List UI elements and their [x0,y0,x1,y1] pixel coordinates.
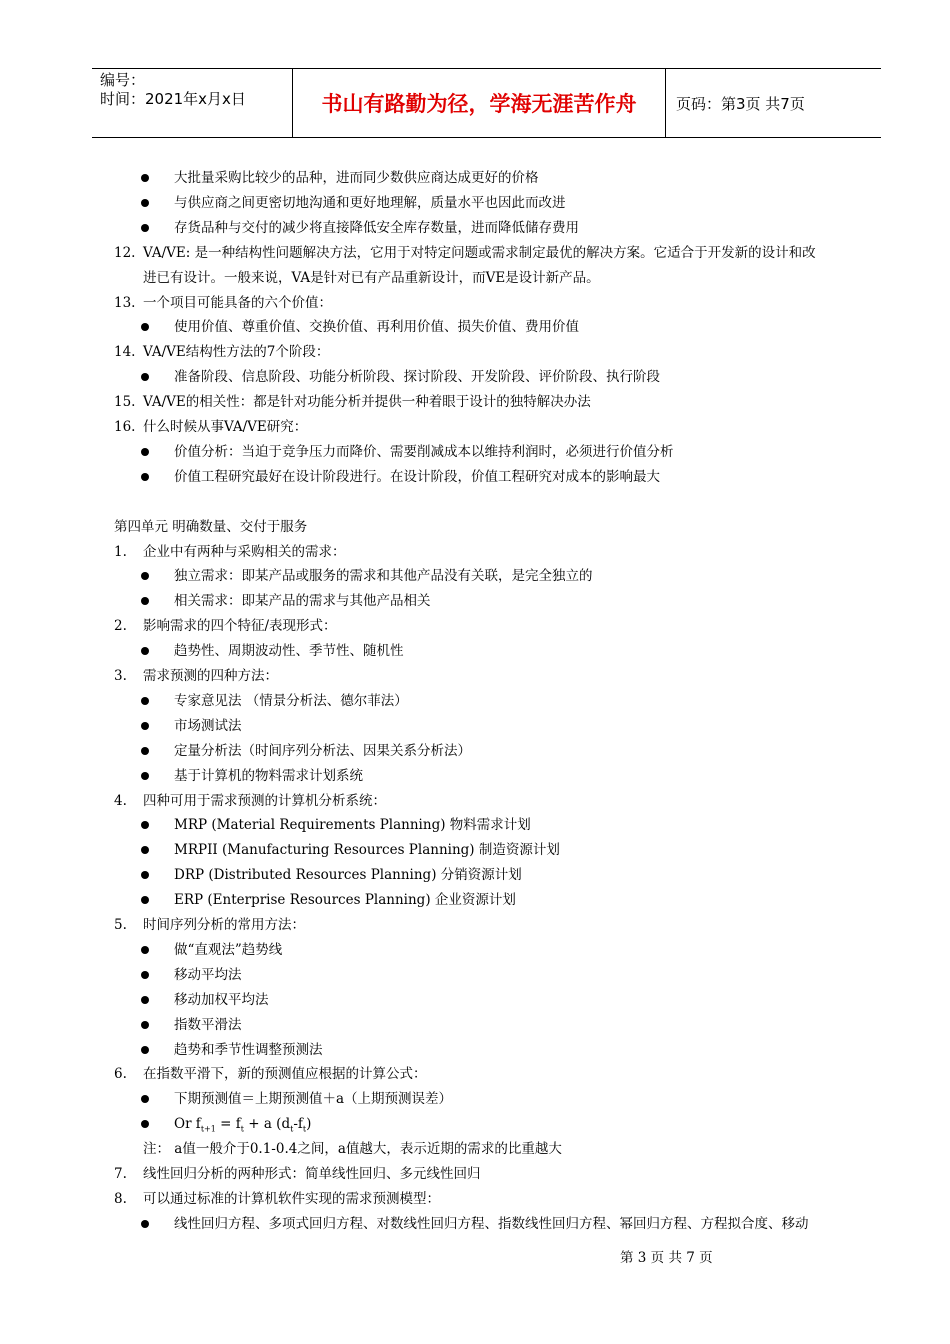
bullet-text: 市场测试法 [174,717,242,734]
bullet-dot-icon [141,971,149,979]
item-number: 2. [114,618,127,635]
note-text: 注： a值一般介于0.1-0.4之间，a值越大，表示近期的需求的比重越大 [143,1141,562,1158]
bullet-dot-icon [141,224,149,232]
bullet-text: ERP (Enterprise Resources Planning) 企业资源计划 [174,892,516,909]
bullet-dot-icon [141,174,149,182]
bullet-dot-icon [141,846,149,854]
bullet-dot-icon [141,323,149,331]
bullet-dot-icon [141,1120,149,1128]
bullet-dot-icon [141,772,149,780]
document-time-label: 时间：2021年x月x日 [100,90,246,108]
bullet-text: 做“直观法”趋势线 [174,941,283,958]
item-number: 8. [114,1190,127,1207]
bullet-dot-icon [141,871,149,879]
continuation-text: 进已有设计。一般来说，VA是针对已有产品重新设计，而VE是设计新产品。 [143,269,600,286]
item-number: 13. [114,294,136,311]
bullet-text: MRP (Material Requirements Planning) 物料需求计划 [174,817,531,834]
bullet-dot-icon [141,896,149,904]
bullet-text: 趋势和季节性调整预测法 [174,1041,323,1058]
bullet-dot-icon [141,647,149,655]
item-text: 需求预测的四种方法： [143,668,278,684]
item-text: 企业中有两种与采购相关的需求： [143,543,346,560]
bullet-text: 大批量采购比较少的品种，进而同少数供应商达成更好的价格 [174,170,539,186]
bullet-dot-icon [141,747,149,755]
bullet-text: 价值分析：当迫于竞争压力而降价、需要削减成本以维持利润时，必须进行价值分析 [174,443,674,460]
bullet-text: 基于计算机的物料需求计划系统 [174,767,363,784]
item-number: 5. [114,917,127,933]
item-number: 4. [114,792,127,809]
page-footer: 第 3 页 共 7 页 [620,1250,713,1266]
bullet-text: 相关需求：即某产品的需求与其他产品相关 [174,593,431,610]
bullet-dot-icon [141,373,149,381]
item-number: 6. [114,1066,127,1083]
item-text: VA/VE的相关性：都是针对功能分析并提供一种着眼于设计的独特解决办法 [143,394,591,411]
bullet-text: 下期预测值＝上期预测值＋a（上期预测误差） [174,1091,453,1108]
bullet-text: 定量分析法（时间序列分析法、因果关系分析法） [174,742,471,759]
item-text: VA/VE: 是一种结构性问题解决方法，它用于对特定问题或需求制定最优的解决方案。它适合于开发新的设计和改 [143,244,816,261]
bullet-dot-icon [141,1021,149,1029]
bullet-text: DRP (Distributed Resources Planning) 分销资源计划 [174,867,522,884]
bullet-dot-icon [141,946,149,954]
bullet-text: 移动加权平均法 [174,991,269,1008]
bullet-dot-icon [141,448,149,456]
item-number: 16. [114,419,136,435]
bullet-text: 专家意见法 （情景分析法、德尔菲法） [174,692,408,709]
bullet-text: 使用价值、尊重价值、交换价值、再利用价值、损失价值、费用价值 [174,319,579,336]
bullet-dot-icon [141,821,149,829]
document-number-label: 编号： [100,71,146,89]
item-number: 14. [114,344,136,361]
page-header [92,68,881,138]
item-text: 可以通过标准的计算机软件实现的需求预测模型： [143,1190,440,1207]
item-text: 在指数平滑下，新的预测值应根据的计算公式： [143,1066,427,1083]
bullet-dot-icon [141,697,149,705]
bullet-dot-icon [141,1046,149,1054]
bullet-text: 存货品种与交付的减少将直接降低安全库存数量，进而降低储存费用 [174,219,579,236]
bullet-dot-icon [141,473,149,481]
item-number: 15. [114,394,136,411]
item-text: VA/VE结构性方法的7个阶段： [143,344,330,361]
bullet-dot-icon [141,572,149,580]
bullet-dot-icon [141,597,149,605]
section-heading-text: 第四单元 明确数量、交付于服务 [114,518,308,535]
bullet-dot-icon [141,199,149,207]
item-text: 时间序列分析的常用方法： [143,917,305,933]
bullet-text: 独立需求：即某产品或服务的需求和其他产品没有关联，是完全独立的 [174,568,593,585]
header-motto: 书山有路勤为径，学海无涯苦作舟 [293,69,666,137]
bullet-text: 指数平滑法 [174,1016,242,1033]
bullet-text: 线性回归方程、多项式回归方程、对数线性回归方程、指数线性回归方程、幂回归方程、方程拟合度、移动 [174,1215,809,1232]
item-number: 3. [114,668,127,684]
formula-text: Or $f_{t+1} = f_t + a$ $(d_t-f_t)$ [174,1116,312,1134]
bullet-text: 准备阶段、信息阶段、功能分析阶段、探讨阶段、开发阶段、评价阶段、执行阶段 [174,369,660,386]
bullet-text: MRPII (Manufacturing Resources Planning) 制造资源计划 [174,842,560,859]
bullet-dot-icon [141,1220,149,1228]
item-text: 影响需求的四个特征/表现形式： [143,618,337,635]
item-text: 四种可用于需求预测的计算机分析系统： [143,792,386,809]
bullet-text: 价值工程研究最好在设计阶段进行。在设计阶段，价值工程研究对成本的影响最大 [174,468,660,485]
bullet-dot-icon [141,1095,149,1103]
bullet-text: 移动平均法 [174,966,242,983]
item-number: 12. [114,244,136,261]
header-page-label: 页码：第3页 共7页 [676,94,805,113]
item-text: 线性回归分析的两种形式：简单线性回归、多元线性回归 [143,1166,481,1182]
header-meta [92,69,293,137]
item-text: 什么时候从事VA/VE研究： [143,419,308,435]
item-number: 1. [114,543,127,560]
item-number: 7. [114,1166,127,1182]
bullet-text: 与供应商之间更密切地沟通和更好地理解，质量水平也因此而改进 [174,194,566,211]
bullet-dot-icon [141,996,149,1004]
bullet-dot-icon [141,722,149,730]
item-text: 一个项目可能具备的六个价值： [143,294,332,311]
bullet-text: 趋势性、周期波动性、季节性、随机性 [174,643,404,660]
